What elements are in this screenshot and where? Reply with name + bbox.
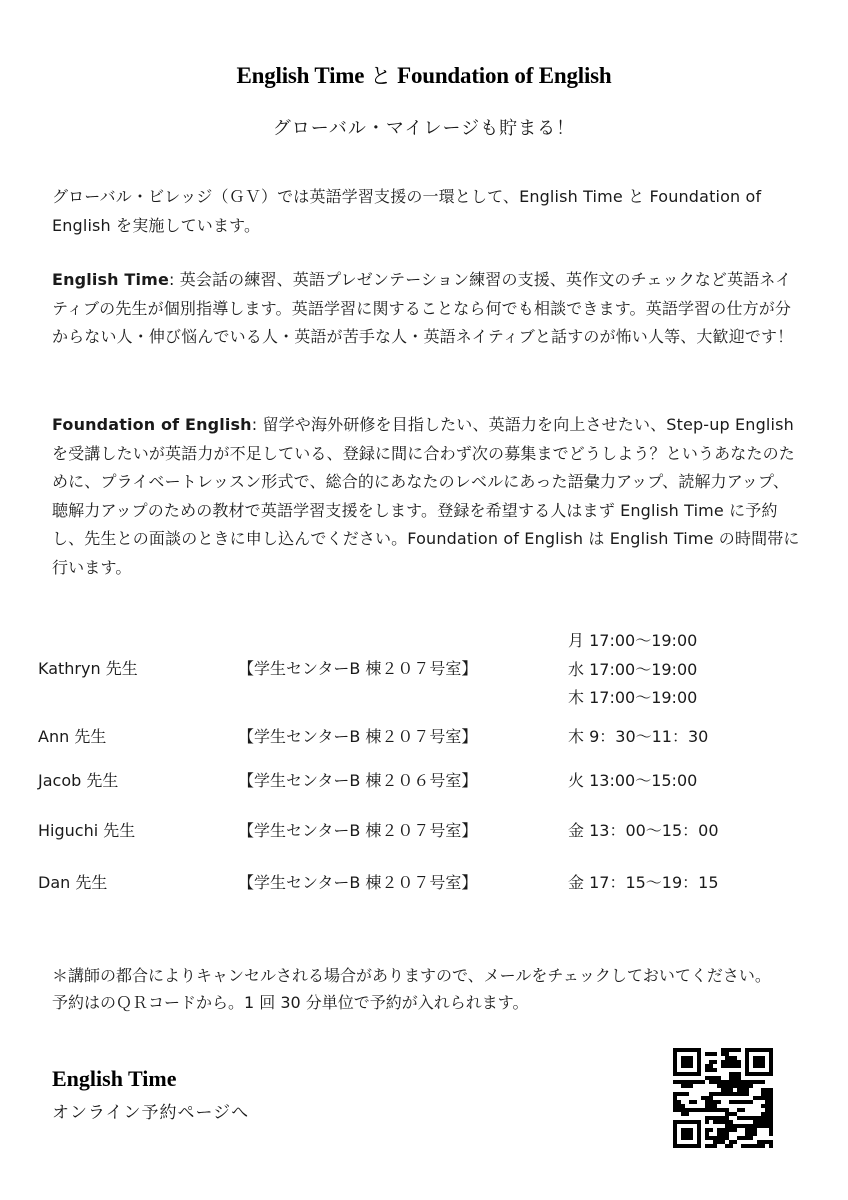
page-title	[0, 60, 848, 90]
time-slot: 金 17：15～19：15	[568, 873, 719, 892]
teacher-name: Higuchi 先生	[38, 821, 136, 840]
schedule-row	[38, 870, 818, 898]
online-booking-link[interactable]: オンライン予約ページへ	[52, 1103, 250, 1123]
teacher-name: Jacob 先生	[38, 771, 119, 790]
time-list	[568, 870, 719, 899]
foundation-text: : 留学や海外研修を目指したい、英語力を向上させたい、Step-up English を受講したいが英語力が不足している、登録に間に合わず次の募集までどうしよう？というあなたのために、プライベートレッスン形式で、総合的にあなたのレベルにあった語彙力アップ、読解力アップ、聴解力アップのための教材で英語学習支援をします。登録を希望する人はまず English Time に予約し、先生との面談のときに申し込んでください。Foundation of English は English Time の時間帯に行います。	[52, 415, 800, 577]
teacher-name: Dan 先生	[38, 873, 108, 892]
time-list	[568, 628, 697, 714]
title-connector: と	[370, 64, 392, 88]
teacher-name: Ann 先生	[38, 727, 107, 746]
schedule-row	[38, 631, 818, 707]
room: 【学生センターB 棟２０７号室】	[238, 727, 478, 746]
time-slot: 火 13:00～15:00	[568, 771, 698, 790]
room: 【学生センターB 棟２０７号室】	[238, 821, 478, 840]
english-time-text: : 英会話の練習、英語プレゼンテーション練習の支援、英作文のチェックなど英語ネイティブの先生が個別指導します。英語学習に関することなら何でも相談できます。英語学習の仕方が分からない人・伸び悩んでいる人・英語が苦手な人・英語ネイティブと話すのが怖い人等、大歓迎です！	[52, 270, 794, 346]
title-english-time: English Time	[236, 63, 365, 88]
time-slot: 水 17:00～19:00	[568, 659, 698, 679]
intro-paragraph: グローバル・ビレッジ（ＧＶ）では英語学習支援の一環として、English Time と Foundation of English を実施しています。	[52, 187, 762, 235]
time-list	[568, 818, 719, 847]
footer-title: English Time	[52, 1066, 177, 1091]
time-slot: 木 17:00～19:00	[568, 688, 698, 707]
foundation-paragraph	[52, 411, 800, 582]
foundation-label: Foundation of English	[52, 415, 252, 434]
time-slot: 木 9：30～11：30	[568, 727, 709, 746]
cancel-note: ＊講師の都合によりキャンセルされる場合がありますので、メールをチェックしておいてください。	[52, 966, 771, 985]
english-time-label: English Time	[52, 270, 169, 289]
notes	[52, 962, 812, 1016]
time-list	[568, 768, 697, 797]
time-slot: 月 17:00～19:00	[568, 631, 698, 650]
time-slot: 金 13：00～15：00	[568, 821, 719, 840]
qr-code-icon[interactable]	[673, 1048, 773, 1148]
page-subtitle: グローバル・マイレージも貯まる！	[272, 118, 576, 139]
schedule-row	[38, 768, 818, 796]
teacher-name: Kathryn 先生	[38, 659, 138, 678]
time-list	[568, 724, 708, 753]
schedule-row	[38, 724, 818, 752]
room: 【学生センターB 棟２０７号室】	[238, 659, 478, 678]
english-time-paragraph	[52, 266, 800, 352]
booking-note: 予約はのＱＲコードから。1 回 30 分単位で予約が入れられます。	[52, 993, 529, 1012]
schedule-row	[38, 818, 818, 846]
room: 【学生センターB 棟２０６号室】	[238, 771, 478, 790]
room: 【学生センターB 棟２０７号室】	[238, 873, 478, 892]
title-foundation: Foundation of English	[397, 63, 612, 88]
